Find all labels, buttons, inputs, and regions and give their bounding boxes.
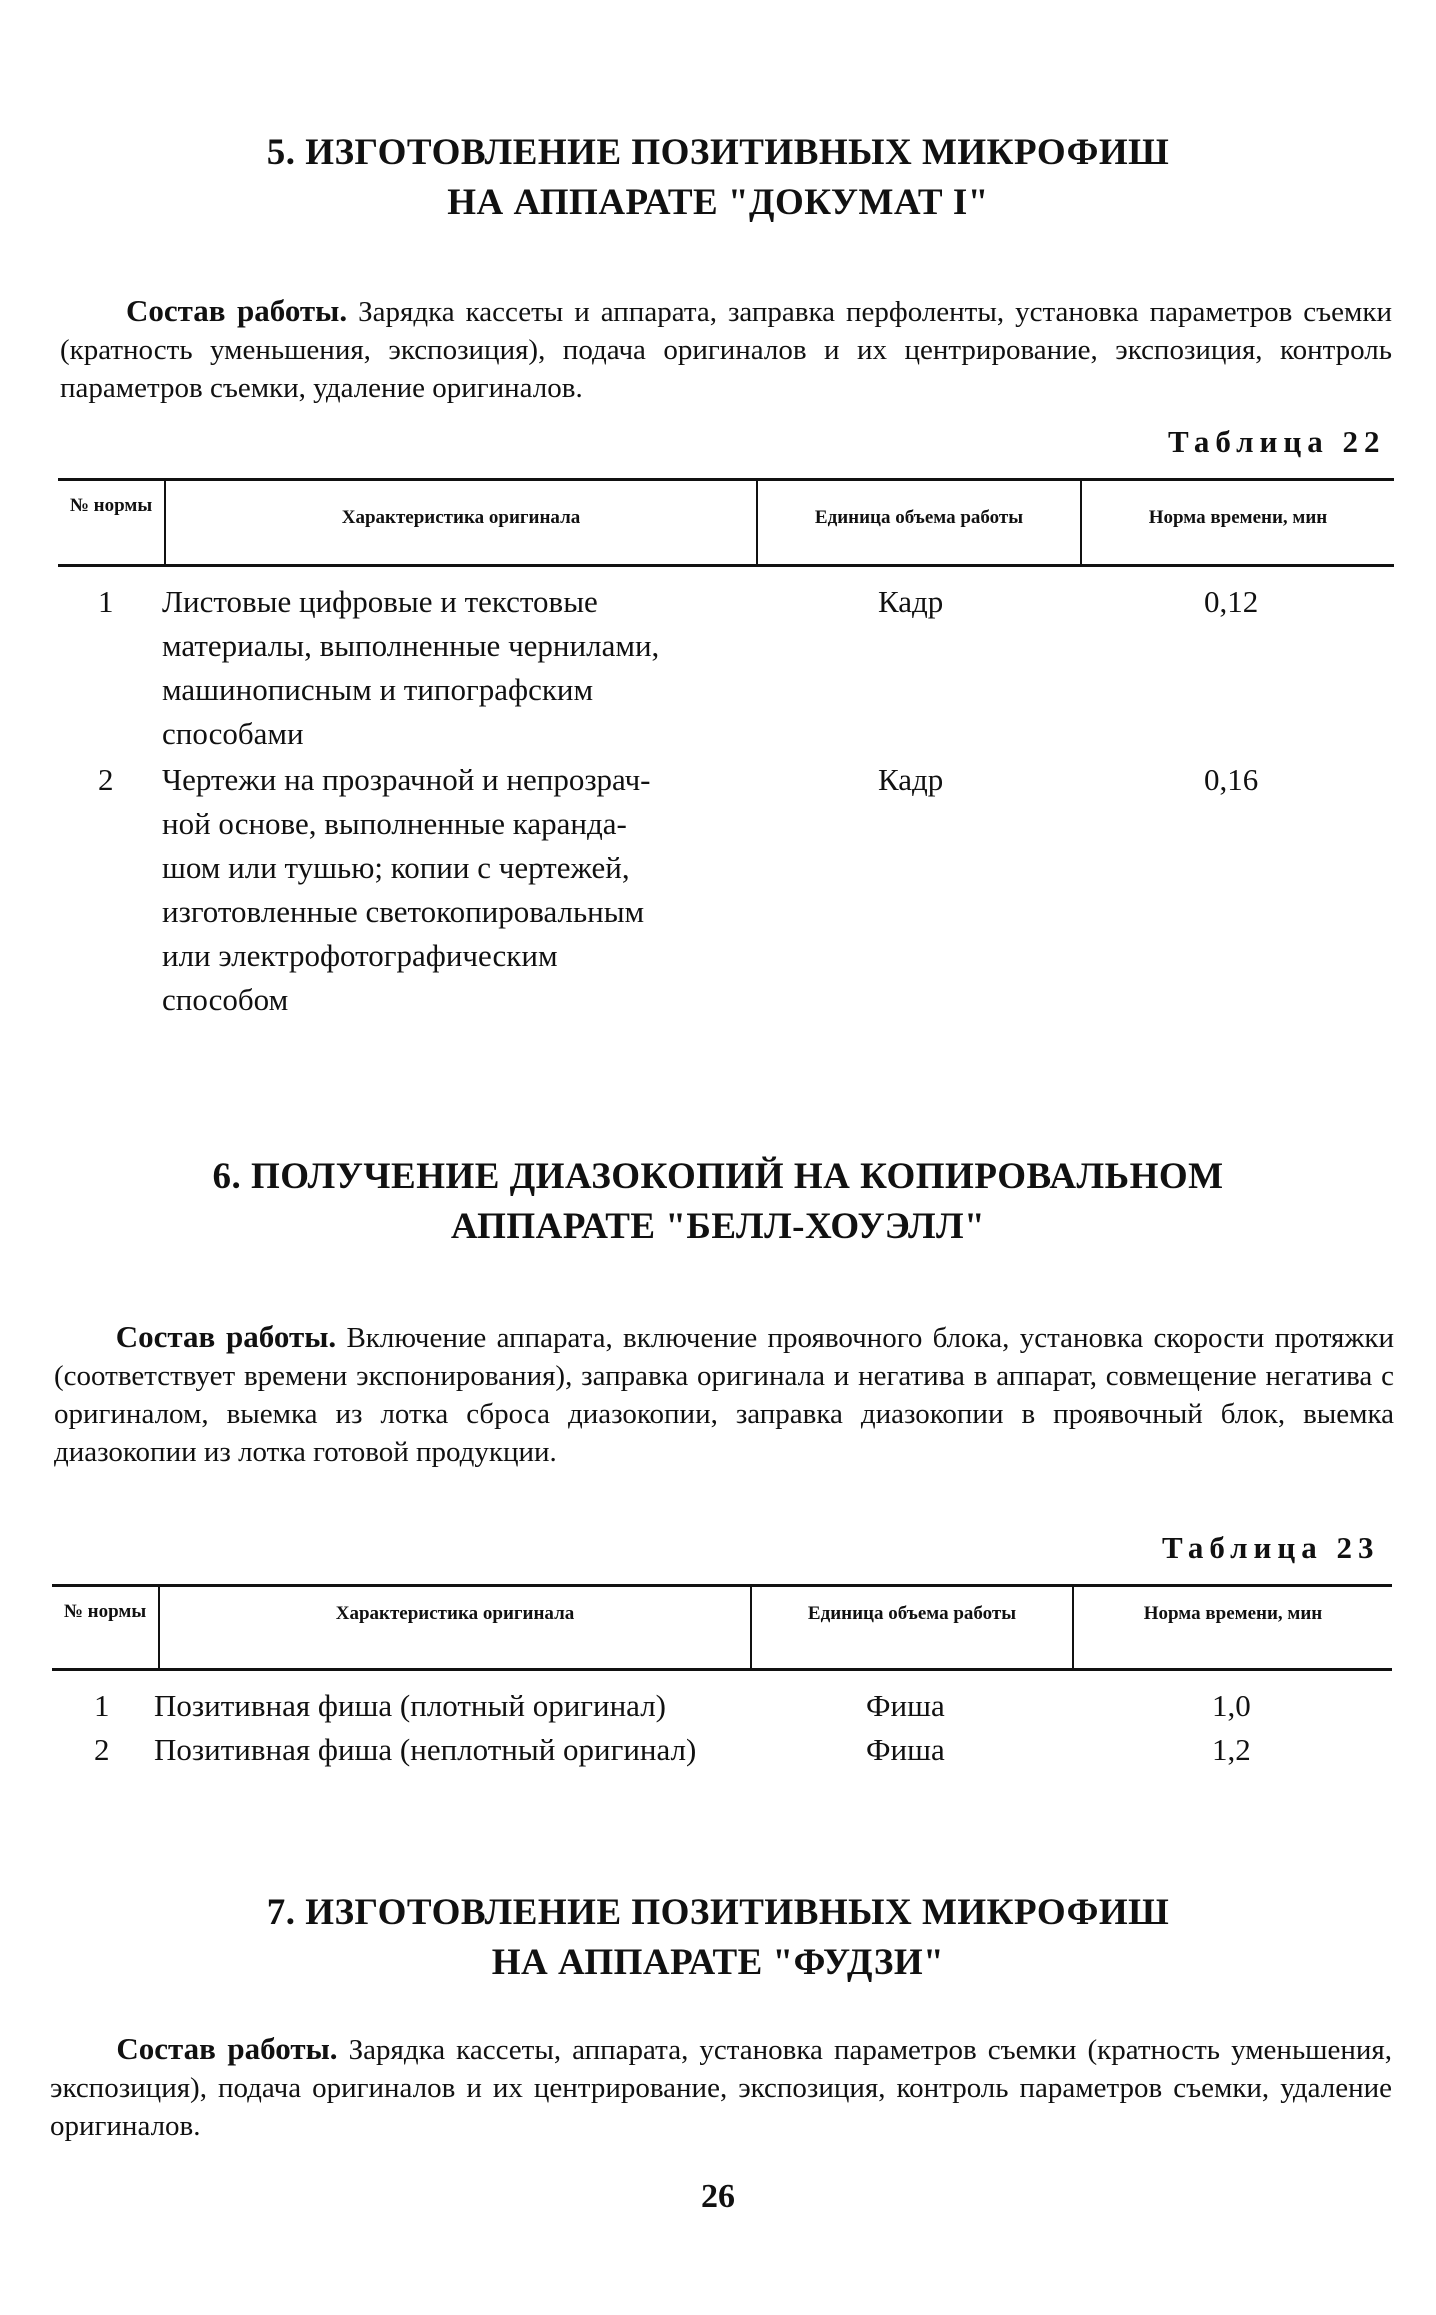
- table-22-row-1-unit: Кадр: [878, 584, 944, 619]
- table-23-row-1-num: 1: [94, 1688, 110, 1723]
- table-23-row-2-num: 2: [94, 1732, 110, 1767]
- table-23-row-2-unit: Фиша: [866, 1732, 945, 1767]
- table-22-row-2-num: 2: [98, 762, 114, 797]
- table-23-divider: [158, 1584, 160, 1670]
- table-23-row-2-desc: Позитивная фиша (неплотный оригинал): [154, 1732, 697, 1767]
- desc-line: или электрофотографическим: [162, 938, 558, 973]
- table-23-header-rule: [52, 1668, 1392, 1671]
- section-5-composition-label: Состав работы.: [126, 293, 348, 328]
- desc-line: шом или тушью; копии с чертежей,: [162, 850, 630, 885]
- section-6-composition-text: Включение аппарата, включение проявочного блока, установка скорости протяжки (соответствует времени экспонирования), заправка оригинала и негатива в аппарат, совмещение негатива с оригиналом, выемка из лотка сброса диазокопии, заправка диазокопии в проявочный блок, выемка диазокопии из лотка готовой продукции.: [54, 1322, 1395, 1468]
- table-22-row-2-desc: [162, 758, 651, 1022]
- table-22-header-rule: [58, 564, 1394, 567]
- table-23-divider: [750, 1584, 752, 1670]
- table-22-label: Таблица 22: [1168, 424, 1386, 459]
- table-22-row-2-norm: 0,16: [1204, 762, 1259, 797]
- table-22-row-1-norm: 0,12: [1204, 584, 1259, 619]
- section-7-title-line-2: НА АППАРАТЕ "ФУДЗИ": [491, 1942, 945, 1983]
- table-23-row-1-desc: Позитивная фиша (плотный оригинал): [154, 1688, 666, 1723]
- section-6-composition-label: Состав работы.: [115, 1319, 337, 1354]
- table-23-header-norm: Норма времени, мин: [1143, 1603, 1323, 1624]
- section-7-composition: [50, 2030, 1392, 2145]
- section-6-title: [0, 1152, 1436, 1252]
- desc-line: материалы, выполненные чернилами,: [162, 628, 660, 663]
- section-5-composition-text: Зарядка кассеты и аппарата, заправка перфоленты, установка параметров съемки (кратность уменьшения, экспозиция), подача оригиналов и их центрирование, экспозиция, контроль параметров съемки, удаление оригиналов.: [60, 296, 1392, 404]
- section-7-title: [0, 1888, 1436, 1988]
- table-23-header-desc: Характеристика оригинала: [335, 1603, 575, 1624]
- section-5-title-line-1: 5. ИЗГОТОВЛЕНИЕ ПОЗИТИВНЫХ МИКРОФИШ: [266, 132, 1170, 173]
- table-23-row-1-norm: 1,0: [1212, 1688, 1251, 1723]
- section-5-composition: [60, 292, 1392, 407]
- table-23-header-num: № нормы: [63, 1601, 147, 1622]
- table-22-header-norm: Норма времени, мин: [1148, 507, 1328, 528]
- table-22-row-1-num: 1: [98, 584, 114, 619]
- table-22-header-unit: Единица объема работы: [814, 507, 1024, 528]
- table-22-row-2-unit: Кадр: [878, 762, 944, 797]
- table-23-label: Таблица 23: [1162, 1530, 1380, 1565]
- table-23-divider: [1072, 1584, 1074, 1670]
- section-6-title-line-1: 6. ПОЛУЧЕНИЕ ДИАЗОКОПИЙ НА КОПИРОВАЛЬНОМ: [212, 1156, 1224, 1197]
- section-6-title-line-2: АППАРАТЕ "БЕЛЛ-ХОУЭЛЛ": [450, 1206, 986, 1247]
- section-5-title: [0, 128, 1436, 228]
- table-22-row-1-desc: [162, 580, 659, 756]
- section-6-composition: [54, 1318, 1394, 1471]
- table-23: [52, 1584, 1392, 1784]
- table-23-row-2-norm: 1,2: [1212, 1732, 1251, 1767]
- table-23-top-rule: [52, 1584, 1392, 1587]
- desc-line: Чертежи на прозрачной и непрозрач-: [162, 762, 651, 797]
- section-7-composition-label: Состав работы.: [116, 2031, 338, 2066]
- desc-line: машинописным и типографским: [162, 672, 594, 707]
- table-22-header-num: № нормы: [69, 495, 153, 516]
- desc-line: способом: [162, 982, 289, 1017]
- table-22-header-desc: Характеристика оригинала: [341, 507, 581, 528]
- section-5-title-line-2: НА АППАРАТЕ "ДОКУМАТ I": [447, 182, 989, 223]
- desc-line: ной основе, выполненные каранда-: [162, 806, 627, 841]
- table-23-row-1-unit: Фиша: [866, 1688, 945, 1723]
- desc-line: способами: [162, 716, 304, 751]
- section-7-title-line-1: 7. ИЗГОТОВЛЕНИЕ ПОЗИТИВНЫХ МИКРОФИШ: [266, 1892, 1170, 1933]
- desc-line: Листовые цифровые и текстовые: [162, 584, 598, 619]
- table-23-header-unit: Единица объема работы: [807, 1603, 1017, 1624]
- table-22-top-rule: [58, 478, 1394, 481]
- desc-line: изготовленные светокопировальным: [162, 894, 645, 929]
- section-7-composition-text: Зарядка кассеты, аппарата, установка параметров съемки (кратность уменьшения, экспозиция), подача оригиналов и их центрирование, экспозиция, контроль параметров съемки, удаление оригиналов.: [50, 2034, 1393, 2142]
- table-22: [58, 478, 1394, 1038]
- page-number: 26: [701, 2178, 735, 2215]
